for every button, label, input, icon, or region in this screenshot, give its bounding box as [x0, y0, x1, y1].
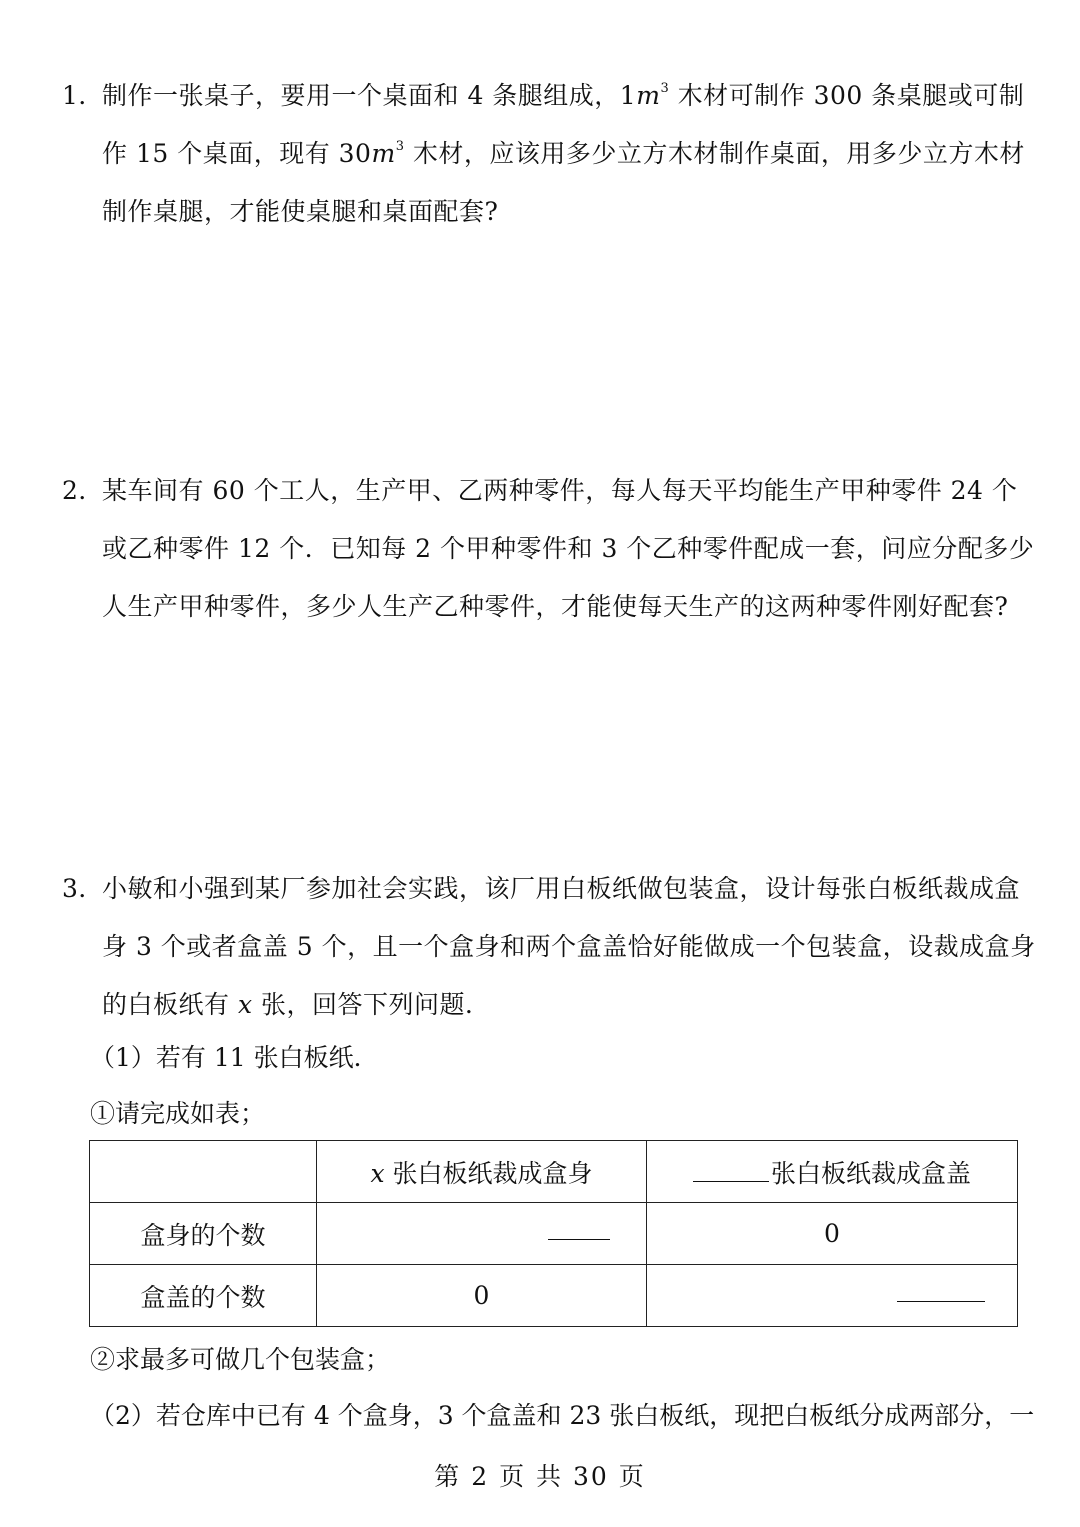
question-text: 制作一张桌子，要用一个桌面和 4 条腿组成，1 — [102, 81, 637, 110]
table-header-lid — [647, 1141, 1018, 1203]
question-text: 木材可制作 300 条桌腿或可制 — [669, 81, 1025, 110]
unit-m: m — [371, 139, 396, 168]
table-cell-blank — [317, 1203, 647, 1265]
question-1-line-2 — [62, 125, 1025, 183]
variable-x: x — [237, 990, 253, 1019]
question-3-line-1 — [62, 860, 1022, 918]
header-text: 张白板纸裁成盒身 — [384, 1158, 593, 1188]
question-1-line-1 — [62, 67, 1025, 125]
question-text: 张，回答下列问题． — [252, 990, 491, 1019]
unit-m: m — [636, 81, 661, 110]
fill-in-blank[interactable] — [693, 1155, 769, 1182]
sub-question-2: （2）若仓库中已有 4 个盒身，3 个盒盖和 23 张白板纸，现把白板纸分成两部分，一 — [90, 1401, 1035, 1430]
table-cell-value: 0 — [647, 1203, 1018, 1265]
question-1 — [62, 67, 1025, 241]
question-2 — [62, 462, 1035, 636]
question-number: 2． — [62, 476, 104, 505]
question-text: 木材，应该用多少立方木材制作桌面，用多少立方木材 — [404, 139, 1025, 168]
question-text: 的白板纸有 — [102, 990, 238, 1019]
question-text: 作 15 个桌面，现有 30 — [102, 139, 372, 168]
row-label: 盒盖的个数 — [90, 1265, 317, 1327]
question-text: 某车间有 60 个工人，生产甲、乙两种零件，每人每天平均能生产甲种零件 24 个 — [102, 476, 1018, 505]
question-3-line-2: 身 3 个或者盒盖 5 个，且一个盒身和两个盒盖恰好能做成一个包装盒，设裁成盒身 — [102, 932, 1036, 961]
answer-table — [89, 1140, 1018, 1327]
row-label: 盒身的个数 — [90, 1203, 317, 1265]
question-text: 小敏和小强到某厂参加社会实践，该厂用白板纸做包装盒，设计每张白板纸裁成盒 — [102, 874, 1021, 903]
question-2-line-2: 或乙种零件 12 个．已知每 2 个甲种零件和 3 个乙种零件配成一套，问应分配多少 — [102, 534, 1035, 563]
sub-question-1-part-b: ②求最多可做几个包装盒； — [90, 1345, 391, 1374]
question-number: 1． — [62, 81, 104, 110]
question-3 — [62, 860, 1036, 1034]
table-row — [90, 1265, 1018, 1327]
superscript-3: 3 — [660, 81, 670, 96]
sub-question-1: （1）若有 11 张白板纸． — [90, 1043, 379, 1072]
page-footer: 第 2 页 共 30 页 — [434, 1462, 646, 1491]
table-header-body — [317, 1141, 647, 1203]
question-1-line-3: 制作桌腿，才能使桌腿和桌面配套? — [102, 197, 499, 226]
fill-in-blank[interactable] — [548, 1213, 610, 1240]
header-text: 张白板纸裁成盒盖 — [770, 1158, 971, 1188]
table-corner-cell — [90, 1141, 317, 1203]
table-row — [90, 1203, 1018, 1265]
question-number: 3． — [62, 874, 104, 903]
question-3-line-3 — [62, 976, 1022, 1034]
variable-x: x — [370, 1158, 385, 1188]
table-header-row — [90, 1141, 1018, 1203]
superscript-3: 3 — [395, 139, 405, 154]
table-cell-blank — [647, 1265, 1018, 1327]
sub-question-1-part-a: ①请完成如表； — [90, 1099, 266, 1128]
question-2-line-1 — [62, 462, 1022, 520]
table-cell-value: 0 — [317, 1265, 647, 1327]
question-2-line-3: 人生产甲种零件，多少人生产乙种零件，才能使每天生产的这两种零件刚好配套? — [102, 592, 1009, 621]
fill-in-blank[interactable] — [897, 1275, 985, 1302]
